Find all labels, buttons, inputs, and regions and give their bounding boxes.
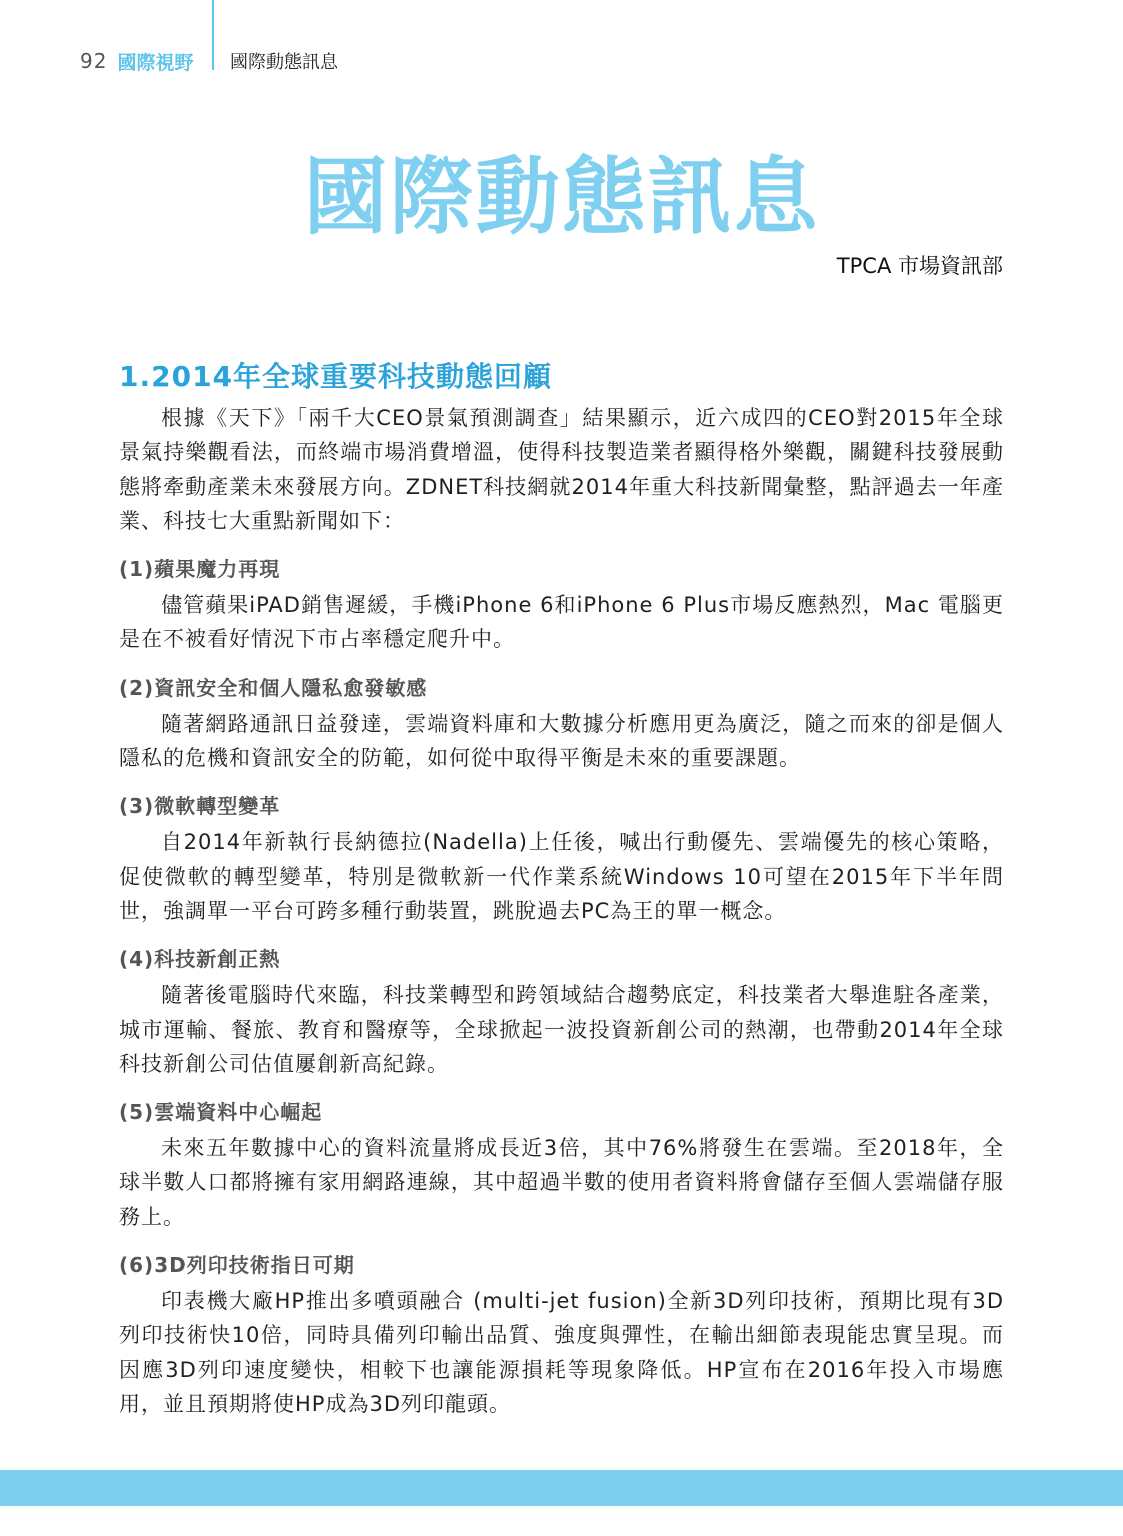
- news-item-title: (4)科技新創正熱: [119, 947, 281, 972]
- news-item-2: [119, 673, 1004, 776]
- news-item-body: 自2014年新執行長納德拉(Nadella)上任後，喊出行動優先、雲端優先的核心策略，促使微軟的轉型變革，特別是微軟新一代作業系統Windows 10可望在2015年下半年問世，強調單一平台可跨多種行動裝置，跳脫過去PC為王的單一概念。: [119, 830, 1004, 923]
- section-heading: 1.2014年全球重要科技動態回顧: [119, 360, 553, 393]
- header-divider: [212, 0, 214, 70]
- news-item-title: (2)資訊安全和個人隱私愈發敏感: [119, 675, 428, 700]
- section-name: 國際視野: [117, 51, 194, 74]
- news-item-body: 隨著網路通訊日益發達，雲端資料庫和大數據分析應用更為廣泛，隨之而來的卻是個人隱私的危機和資訊安全的防範，如何從中取得平衡是未來的重要課題。: [119, 711, 1004, 771]
- author: TPCA 市場資訊部: [836, 254, 1003, 278]
- news-item-body: 隨著後電腦時代來臨，科技業轉型和跨領域結合趨勢底定，科技業者大舉進駐各產業，城市運輸、餐旅、教育和醫療等，全球掀起一波投資新創公司的熱潮，也帶動2014年全球科技新創公司估值屢創新高紀錄。: [119, 983, 1004, 1076]
- news-item-title: (6)3D列印技術指日可期: [119, 1253, 355, 1278]
- news-item-6: [119, 1250, 1004, 1421]
- news-item-4: [119, 944, 1004, 1081]
- footer-bar: [0, 1470, 1123, 1506]
- header-title: 國際動態訊息: [230, 52, 338, 73]
- news-item-title: (3)微軟轉型變革: [119, 794, 281, 819]
- news-item-body: 儘管蘋果iPAD銷售遲緩，手機iPhone 6和iPhone 6 Plus市場反應熱烈，Mac 電腦更是在不被看好情況下市占率穩定爬升中。: [119, 593, 1004, 652]
- page-number: 92: [80, 49, 108, 73]
- news-item-title: (5)雲端資料中心崛起: [119, 1100, 323, 1125]
- news-item-5: [119, 1097, 1004, 1234]
- article-body: [119, 355, 1004, 1421]
- news-item-body: 未來五年數據中心的資料流量將成長近3倍，其中76%將發生在雲端。至2018年，全球半數人口都將擁有家用網路連線，其中超過半數的使用者資料將會儲存至個人雲端儲存服務上。: [119, 1136, 1004, 1229]
- news-item-body: 印表機大廠HP推出多噴頭融合 (multi-jet fusion)全新3D列印技術，預期比現有3D列印技術快10倍，同時具備列印輸出品質、強度與彈性，在輸出細節表現能忠實呈現。而因應3D列印速度變快，相較下也讓能源損耗等現象降低。HP宣布在2016年投入市場應用，並且預期將使HP成為3D列印龍頭。: [119, 1289, 1004, 1416]
- news-item-1: [119, 554, 1004, 657]
- news-item-title: (1)蘋果魔力再現: [119, 557, 281, 582]
- running-header: [80, 46, 193, 76]
- page-title: 國際動態訊息: [303, 147, 820, 246]
- news-item-3: [119, 791, 1004, 928]
- intro-paragraph: 根據《天下》「兩千大CEO景氣預測調查」結果顯示，近六成四的CEO對2015年全球景氣持樂觀看法，而終端市場消費增溫，使得科技製造業者顯得格外樂觀，關鍵科技發展動態將牽動產業未來發展方向。ZDNET科技網就2014年重大科技新聞彙整，點評過去一年產業、科技七大重點新聞如下：: [119, 406, 1004, 533]
